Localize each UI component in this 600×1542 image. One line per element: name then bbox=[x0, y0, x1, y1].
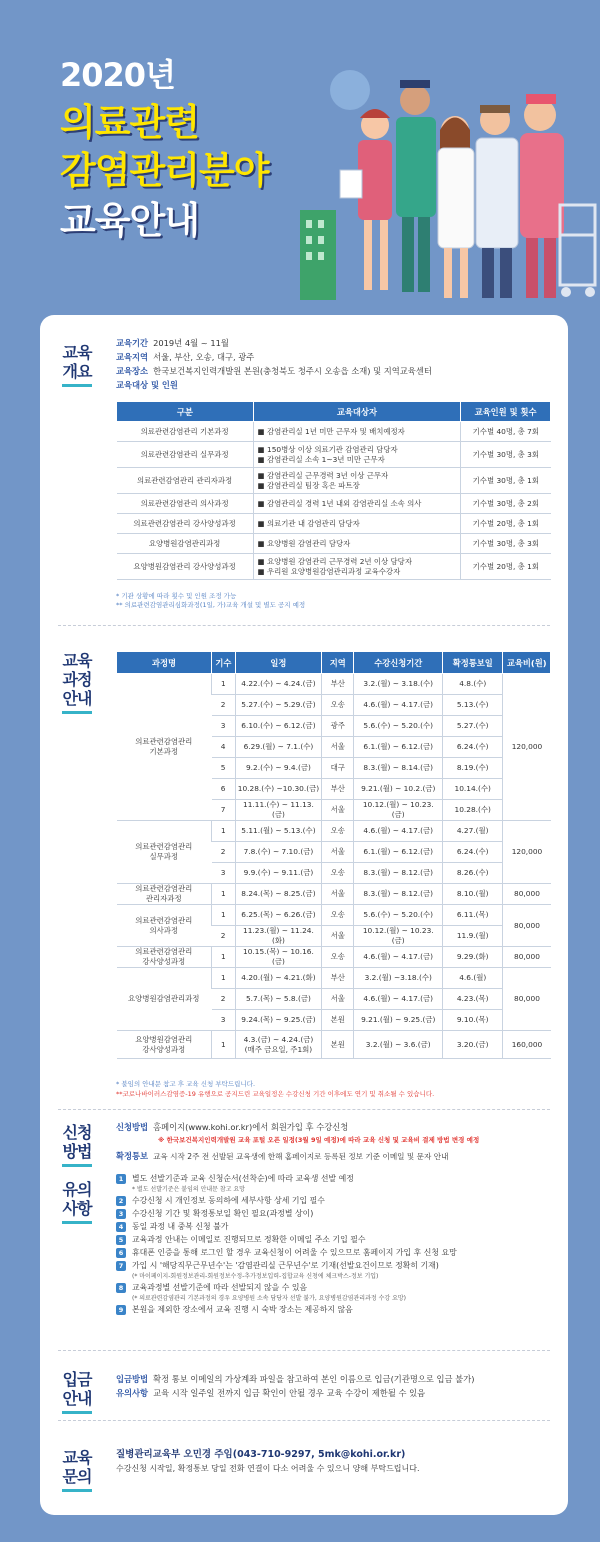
apply-value: 홈페이지(www.kohi.or.kr)에서 회원가입 후 수강신청 bbox=[153, 1122, 349, 1132]
region-cell: 오송 bbox=[322, 947, 354, 968]
session-cell: 1 bbox=[212, 674, 236, 695]
target-col-header: 구분 bbox=[117, 402, 254, 422]
apply-period-cell: 6.1.(월) ~ 6.12.(금) bbox=[354, 737, 443, 758]
overview-target bbox=[116, 379, 183, 392]
date-cell: 5.27.(수) ~ 5.29.(금) bbox=[235, 695, 321, 716]
fee-cell: 120,000 bbox=[503, 821, 551, 884]
course-name-cell: 의료관련감염관리 실무과정 bbox=[117, 821, 212, 884]
count-cell: 기수별 20명, 총 1회 bbox=[461, 514, 551, 534]
session-cell: 2 bbox=[212, 695, 236, 716]
schedule-col-header: 과정명 bbox=[117, 652, 212, 674]
region-cell: 서울 bbox=[322, 884, 354, 905]
date-cell: 6.29.(월) ~ 7.1.(수) bbox=[235, 737, 321, 758]
fee-cell: 80,000 bbox=[503, 947, 551, 968]
target-cell: ■ 요양병원 감염관리 근무경력 2년 이상 담당자 ■ 우리원 요양병원감염관리과정 교육수강자 bbox=[253, 554, 461, 580]
notice-item bbox=[116, 1173, 556, 1194]
session-cell: 2 bbox=[212, 842, 236, 863]
overview-section-label bbox=[58, 343, 96, 387]
target-cell: ■ 요양병원 감염관리 담당자 bbox=[253, 534, 461, 554]
course-name-cell: 의료관련감염관리 강사양성과정 bbox=[117, 514, 254, 534]
apply-period-cell: 8.3.(월) ~ 8.12.(금) bbox=[354, 884, 443, 905]
target-row bbox=[117, 468, 551, 494]
notice-date-cell: 4.8.(수) bbox=[443, 674, 503, 695]
notice-date-cell: 5.13.(수) bbox=[443, 695, 503, 716]
payment-key: 유의사항 bbox=[116, 1388, 149, 1398]
date-cell: 11.23.(월) ~ 11.24.(화) bbox=[235, 926, 321, 947]
date-cell: 4.3.(금) ~ 4.24.(금) (매주 금요일, 주1회) bbox=[235, 1031, 321, 1059]
region-cell: 부산 bbox=[322, 674, 354, 695]
target-cell: ■ 감염관리실 경력 1년 내외 감염관리실 소속 의사 bbox=[253, 494, 461, 514]
notice-text: 휴대폰 인증을 통해 로그인 할 경우 교육신청이 어려울 수 있으므로 홈페이지 가입 후 신청 요망 bbox=[132, 1248, 457, 1257]
apply-period-cell: 4.6.(월) ~ 4.17.(금) bbox=[354, 695, 443, 716]
target-row bbox=[117, 554, 551, 580]
apply-period-cell: 4.6.(월) ~ 4.17.(금) bbox=[354, 821, 443, 842]
target-row bbox=[117, 494, 551, 514]
notice-date-cell: 4.6.(월) bbox=[443, 968, 503, 989]
course-name-cell: 요양병원감염관리과정 bbox=[117, 534, 254, 554]
date-cell: 5.7.(목) ~ 5.8.(금) bbox=[235, 989, 321, 1010]
apply-method bbox=[116, 1121, 348, 1134]
course-name-cell: 의료관련감염관리 기본과정 bbox=[117, 674, 212, 821]
fee-cell: 160,000 bbox=[503, 1031, 551, 1059]
contact-section-label bbox=[58, 1448, 96, 1492]
region-cell: 오송 bbox=[322, 863, 354, 884]
payment-section-label bbox=[58, 1370, 96, 1414]
contact-label-line2: 문의 bbox=[62, 1467, 92, 1486]
session-cell: 1 bbox=[212, 905, 236, 926]
payment-value: 교육 시작 일주일 전까지 입금 확인이 안될 경우 교육 수강이 제한될 수 있음 bbox=[153, 1388, 426, 1398]
notice-text: 수강신청 기간 및 확정통보일 확인 필요(과정별 상이) bbox=[132, 1209, 314, 1218]
session-cell: 1 bbox=[212, 884, 236, 905]
apply-period-cell: 9.21.(월) ~ 10.2.(금) bbox=[354, 779, 443, 800]
apply-period-cell: 3.2.(월) ~ 3.18.(수) bbox=[354, 674, 443, 695]
schedule-row bbox=[117, 1031, 551, 1059]
notice-text: 본원을 제외한 장소에서 교육 진행 시 숙박 장소는 제공하지 않음 bbox=[132, 1305, 353, 1314]
section-accent-bar bbox=[62, 384, 92, 387]
fee-cell: 80,000 bbox=[503, 968, 551, 1031]
overview-key: 교육지역 bbox=[116, 352, 149, 362]
region-cell: 본원 bbox=[322, 1031, 354, 1059]
target-row bbox=[117, 442, 551, 468]
notice-section-label bbox=[58, 1180, 96, 1224]
session-cell: 6 bbox=[212, 779, 236, 800]
session-cell: 2 bbox=[212, 989, 236, 1010]
session-cell: 1 bbox=[212, 821, 236, 842]
payment-key: 입금방법 bbox=[116, 1374, 149, 1384]
overview-value: 서울, 부산, 오송, 대구, 광주 bbox=[153, 352, 255, 362]
overview-key: 교육장소 bbox=[116, 366, 149, 376]
date-cell: 6.25.(목) ~ 6.26.(금) bbox=[235, 905, 321, 926]
count-cell: 기수별 30명, 총 3회 bbox=[461, 534, 551, 554]
overview-place bbox=[116, 365, 432, 378]
schedule-col-header: 지역 bbox=[322, 652, 354, 674]
schedule-row bbox=[117, 947, 551, 968]
schedule-col-header: 기수 bbox=[212, 652, 236, 674]
payment-label-line2: 안내 bbox=[62, 1389, 92, 1408]
fee-cell: 120,000 bbox=[503, 674, 551, 821]
region-cell: 오송 bbox=[322, 905, 354, 926]
schedule-table bbox=[116, 651, 551, 1059]
schedule-col-header: 교육비(원) bbox=[503, 652, 551, 674]
apply-period-cell: 8.3.(월) ~ 8.12.(금) bbox=[354, 863, 443, 884]
apply-period-cell: 4.6.(월) ~ 4.17.(금) bbox=[354, 989, 443, 1010]
apply-section-label bbox=[58, 1123, 96, 1167]
notice-date-cell: 8.26.(수) bbox=[443, 863, 503, 884]
course-name-cell: 의료관련감염관리 기본과정 bbox=[117, 422, 254, 442]
region-cell: 서울 bbox=[322, 842, 354, 863]
hero-banner bbox=[0, 0, 600, 320]
region-cell: 서울 bbox=[322, 926, 354, 947]
divider bbox=[58, 1350, 550, 1351]
notice-date-cell: 10.28.(수) bbox=[443, 800, 503, 821]
apply-red-note: ※ 한국보건복지인력개발원 교육 포털 오픈 일정(3월 9일 예정)에 따라 교육 신청 및 교육비 결제 방법 변경 예정 bbox=[158, 1136, 480, 1144]
date-cell: 7.8.(수) ~ 7.10.(금) bbox=[235, 842, 321, 863]
course-name-cell: 요양병원감염관리 강사양성과정 bbox=[117, 554, 254, 580]
number-badge-icon: 3 bbox=[116, 1209, 126, 1219]
schedule-note: * 불임의 안내문 참고 후 교육 신청 부탁드립니다. bbox=[116, 1080, 256, 1088]
date-cell: 4.22.(수) ~ 4.24.(금) bbox=[235, 674, 321, 695]
number-badge-icon: 7 bbox=[116, 1261, 126, 1271]
notice-date-cell: 3.20.(금) bbox=[443, 1031, 503, 1059]
notice-item bbox=[116, 1282, 556, 1303]
notice-date-cell: 8.10.(월) bbox=[443, 884, 503, 905]
notice-subtext: (* 의료관련감염관리 기본과정의 경우 요양병원 소속 담당자 선발 불가, 요양병원감염관리과정 수강 요망) bbox=[132, 1295, 407, 1302]
notice-label-line1: 유의 bbox=[62, 1180, 92, 1199]
notice-item bbox=[116, 1234, 556, 1246]
count-cell: 기수별 30명, 총 1회 bbox=[461, 468, 551, 494]
target-cell: ■ 의료기관 내 감염관리 담당자 bbox=[253, 514, 461, 534]
target-table bbox=[116, 401, 551, 580]
region-cell: 광주 bbox=[322, 716, 354, 737]
date-cell: 9.24.(목) ~ 9.25.(금) bbox=[235, 1010, 321, 1031]
date-cell: 4.20.(월) ~ 4.21.(화) bbox=[235, 968, 321, 989]
notice-date-cell: 5.27.(수) bbox=[443, 716, 503, 737]
notice-text: 교육과정 안내는 이메일로 진행되므로 정확한 이메일 주소 기입 필수 bbox=[132, 1235, 366, 1244]
medical-staff-illustration bbox=[290, 30, 600, 320]
overview-note: ** 의료관련감염관리심화과정(1일, 가)교육 개설 및 별도 공지 예정 bbox=[116, 601, 306, 609]
apply-key: 신청방법 bbox=[116, 1122, 149, 1132]
notice-date-cell: 4.23.(목) bbox=[443, 989, 503, 1010]
apply-label-line2: 방법 bbox=[62, 1142, 92, 1161]
count-cell: 기수별 40명, 총 7회 bbox=[461, 422, 551, 442]
notice-item bbox=[116, 1247, 556, 1259]
session-cell: 1 bbox=[212, 947, 236, 968]
overview-key: 교육대상 및 인원 bbox=[116, 380, 178, 390]
payment-value: 확정 통보 이메일의 가상계좌 파일을 참고하여 본인 이름으로 입금(기관명으로 입금 불가) bbox=[153, 1374, 475, 1384]
notice-list bbox=[116, 1173, 556, 1317]
section-accent-bar bbox=[62, 1489, 92, 1492]
region-cell: 오송 bbox=[322, 695, 354, 716]
session-cell: 3 bbox=[212, 863, 236, 884]
schedule-row bbox=[117, 821, 551, 842]
overview-note: * 기관 상황에 따라 횟수 및 인원 조정 가능 bbox=[116, 592, 237, 600]
session-cell: 7 bbox=[212, 800, 236, 821]
apply-period-cell: 10.12.(월) ~ 10.23.(금) bbox=[354, 800, 443, 821]
apply-period-cell: 5.6.(수) ~ 5.20.(수) bbox=[354, 716, 443, 737]
section-accent-bar bbox=[62, 1164, 92, 1167]
apply-key: 확정통보 bbox=[116, 1151, 149, 1161]
apply-period-cell: 3.2.(월) ~ 3.6.(금) bbox=[354, 1031, 443, 1059]
payment-method bbox=[116, 1373, 474, 1386]
notice-item bbox=[116, 1208, 556, 1220]
apply-period-cell: 10.12.(월) ~ 10.23.(금) bbox=[354, 926, 443, 947]
date-cell: 11.11.(수) ~ 11.13.(금) bbox=[235, 800, 321, 821]
date-cell: 5.11.(월) ~ 5.13.(수) bbox=[235, 821, 321, 842]
contact-text: 수강신청 시작일, 확정통보 당일 전화 연결이 다소 어려울 수 있으니 양해 부탁드립니다. bbox=[116, 1464, 420, 1473]
notice-date-cell: 6.24.(수) bbox=[443, 737, 503, 758]
session-cell: 1 bbox=[212, 1031, 236, 1059]
date-cell: 10.15.(목) ~ 10.16.(금) bbox=[235, 947, 321, 968]
schedule-row bbox=[117, 968, 551, 989]
target-row bbox=[117, 534, 551, 554]
count-cell: 기수별 20명, 총 1회 bbox=[461, 554, 551, 580]
target-col-header: 교육대상자 bbox=[253, 402, 461, 422]
divider bbox=[58, 625, 550, 626]
region-cell: 본원 bbox=[322, 1010, 354, 1031]
notice-item bbox=[116, 1304, 556, 1316]
schedule-col-header: 확정통보일 bbox=[443, 652, 503, 674]
apply-period-cell: 5.6.(수) ~ 5.20.(수) bbox=[354, 905, 443, 926]
date-cell: 10.28.(수) ~10.30.(금) bbox=[235, 779, 321, 800]
notice-date-cell: 9.29.(화) bbox=[443, 947, 503, 968]
overview-key: 교육기간 bbox=[116, 338, 149, 348]
course-name-cell: 의료관련감염관리 관리자과정 bbox=[117, 884, 212, 905]
notice-text: 교육과정별 선발기준에 따라 선발되지 않을 수 있음 bbox=[132, 1283, 308, 1292]
section-accent-bar bbox=[62, 1221, 92, 1224]
course-name-cell: 요양병원감염관리 강사양성과정 bbox=[117, 1031, 212, 1059]
notice-text: 동일 과정 내 중복 신청 불가 bbox=[132, 1222, 229, 1231]
number-badge-icon: 9 bbox=[116, 1305, 126, 1315]
notice-date-cell: 11.9.(월) bbox=[443, 926, 503, 947]
target-row bbox=[117, 514, 551, 534]
divider bbox=[58, 1420, 550, 1421]
overview-label-line1: 교육 bbox=[62, 343, 92, 362]
region-cell: 서울 bbox=[322, 800, 354, 821]
course-name-cell: 의료관련감염관리 의사과정 bbox=[117, 905, 212, 947]
region-cell: 서울 bbox=[322, 737, 354, 758]
date-cell: 6.10.(수) ~ 6.12.(금) bbox=[235, 716, 321, 737]
notice-label-line2: 사항 bbox=[62, 1199, 92, 1218]
overview-period bbox=[116, 337, 229, 350]
session-cell: 3 bbox=[212, 716, 236, 737]
target-col-header: 교육인원 및 횟수 bbox=[461, 402, 551, 422]
number-badge-icon: 2 bbox=[116, 1196, 126, 1206]
course-name-cell: 의료관련감염관리 실무과정 bbox=[117, 442, 254, 468]
hero-title-line3: 교육안내 bbox=[60, 199, 199, 242]
target-cell: ■ 감염관리실 1년 미만 근무자 및 배치예정자 bbox=[253, 422, 461, 442]
session-cell: 1 bbox=[212, 968, 236, 989]
target-cell: ■ 감염관리실 근무경력 3년 이상 근무자 ■ 감염관리실 팀장 혹은 파트장 bbox=[253, 468, 461, 494]
notice-item bbox=[116, 1260, 556, 1281]
number-badge-icon: 1 bbox=[116, 1174, 126, 1184]
payment-label-line1: 입금 bbox=[62, 1370, 92, 1389]
overview-value: 한국보건복지인력개발원 본원(충청북도 청주시 오송읍 소재) 및 지역교육센터 bbox=[153, 366, 432, 376]
section-accent-bar bbox=[62, 711, 92, 714]
apply-period-cell: 9.21.(월) ~ 9.25.(금) bbox=[354, 1010, 443, 1031]
apply-period-cell: 3.2.(월) ~3.18.(수) bbox=[354, 968, 443, 989]
target-cell: ■ 150병상 이상 의료기관 감염관리 담당자 ■ 감염관리실 소속 1~3년 미만 근무자 bbox=[253, 442, 461, 468]
divider bbox=[58, 1109, 550, 1110]
number-badge-icon: 5 bbox=[116, 1235, 126, 1245]
number-badge-icon: 6 bbox=[116, 1248, 126, 1258]
apply-label-line1: 신청 bbox=[62, 1123, 92, 1142]
notice-date-cell: 8.19.(수) bbox=[443, 758, 503, 779]
date-cell: 9.2.(수) ~ 9.4.(금) bbox=[235, 758, 321, 779]
date-cell: 8.24.(목) ~ 8.25.(금) bbox=[235, 884, 321, 905]
count-cell: 기수별 30명, 총 3회 bbox=[461, 442, 551, 468]
region-cell: 오송 bbox=[322, 821, 354, 842]
course-name-cell: 의료관련감염관리 관리자과정 bbox=[117, 468, 254, 494]
notice-date-cell: 6.11.(목) bbox=[443, 905, 503, 926]
notice-subtext: (* 마이페이지-회원정보관리-회원정보수정-추가정보입력-집합교육 신청에 체크박스-정보 기입) bbox=[132, 1273, 379, 1280]
notice-subtext: * 별도 선발기준은 붙임의 안내문 참고 요망 bbox=[132, 1186, 245, 1193]
session-cell: 3 bbox=[212, 1010, 236, 1031]
hero-title-line1: 의료관련 bbox=[60, 101, 199, 144]
notice-text: 별도 선발기준과 교육 신청순서(선착순)에 따라 교육생 선발 예정 bbox=[132, 1174, 354, 1183]
region-cell: 부산 bbox=[322, 779, 354, 800]
region-cell: 부산 bbox=[322, 968, 354, 989]
schedule-row bbox=[117, 905, 551, 926]
number-badge-icon: 8 bbox=[116, 1283, 126, 1293]
notice-date-cell: 10.14.(수) bbox=[443, 779, 503, 800]
notice-date-cell: 6.24.(수) bbox=[443, 842, 503, 863]
schedule-row bbox=[117, 884, 551, 905]
hero-year: 2020년 bbox=[60, 56, 175, 94]
notice-text: 가입 시 '해당직무근무년수'는 '감염관리실 근무년수'로 기재(선발요건이므로 정확히 기재) bbox=[132, 1261, 439, 1270]
fee-cell: 80,000 bbox=[503, 905, 551, 947]
apply-period-cell: 6.1.(월) ~ 6.12.(금) bbox=[354, 842, 443, 863]
notice-item bbox=[116, 1195, 556, 1207]
schedule-section-label bbox=[58, 651, 96, 714]
target-row bbox=[117, 422, 551, 442]
session-cell: 4 bbox=[212, 737, 236, 758]
count-cell: 기수별 30명, 총 2회 bbox=[461, 494, 551, 514]
apply-period-cell: 4.6.(월) ~ 4.17.(금) bbox=[354, 947, 443, 968]
schedule-row bbox=[117, 674, 551, 695]
notice-date-cell: 9.10.(목) bbox=[443, 1010, 503, 1031]
region-cell: 대구 bbox=[322, 758, 354, 779]
session-cell: 2 bbox=[212, 926, 236, 947]
overview-region bbox=[116, 351, 254, 364]
schedule-label-line2: 과정 bbox=[62, 670, 92, 689]
apply-value: 교육 시작 2주 전 선발된 교육생에 한해 홈페이지로 등록된 정보 기준 이메일 및 문자 안내 bbox=[153, 1152, 449, 1161]
content-card bbox=[40, 315, 568, 1515]
date-cell: 9.9.(수) ~ 9.11.(금) bbox=[235, 863, 321, 884]
session-cell: 5 bbox=[212, 758, 236, 779]
contact-title: 질병관리교육부 오민경 주임(043-710-9297, 5mk@kohi.or.kr) bbox=[116, 1449, 406, 1460]
schedule-label-line1: 교육 bbox=[62, 651, 92, 670]
notice-item bbox=[116, 1221, 556, 1233]
schedule-label-line3: 안내 bbox=[62, 689, 92, 708]
fee-cell: 80,000 bbox=[503, 884, 551, 905]
schedule-col-header: 수강신청기간 bbox=[354, 652, 443, 674]
hero-title-line2: 감염관리분야 bbox=[60, 149, 269, 192]
course-name-cell: 요양병원감염관리과정 bbox=[117, 968, 212, 1031]
contact-label-line1: 교육 bbox=[62, 1448, 92, 1467]
schedule-col-header: 일정 bbox=[235, 652, 321, 674]
apply-period-cell: 8.3.(월) ~ 8.14.(금) bbox=[354, 758, 443, 779]
number-badge-icon: 4 bbox=[116, 1222, 126, 1232]
notice-date-cell: 4.27.(월) bbox=[443, 821, 503, 842]
region-cell: 서울 bbox=[322, 989, 354, 1010]
course-name-cell: 의료관련감염관리 의사과정 bbox=[117, 494, 254, 514]
course-name-cell: 의료관련감염관리 강사양성과정 bbox=[117, 947, 212, 968]
overview-value: 2019년 4월 ~ 11월 bbox=[153, 338, 229, 348]
section-accent-bar bbox=[62, 1411, 92, 1414]
notice-text: 수강신청 시 개인정보 동의하에 세부사항 상세 기입 필수 bbox=[132, 1196, 325, 1205]
payment-caution bbox=[116, 1387, 425, 1400]
overview-label-line2: 개요 bbox=[62, 362, 92, 381]
schedule-warning: **코로나바이러스감염증-19 유행으로 공지드린 교육일정은 수강신청 기간 이후에도 연기 및 취소될 수 있습니다. bbox=[116, 1090, 435, 1098]
apply-confirm bbox=[116, 1150, 448, 1163]
